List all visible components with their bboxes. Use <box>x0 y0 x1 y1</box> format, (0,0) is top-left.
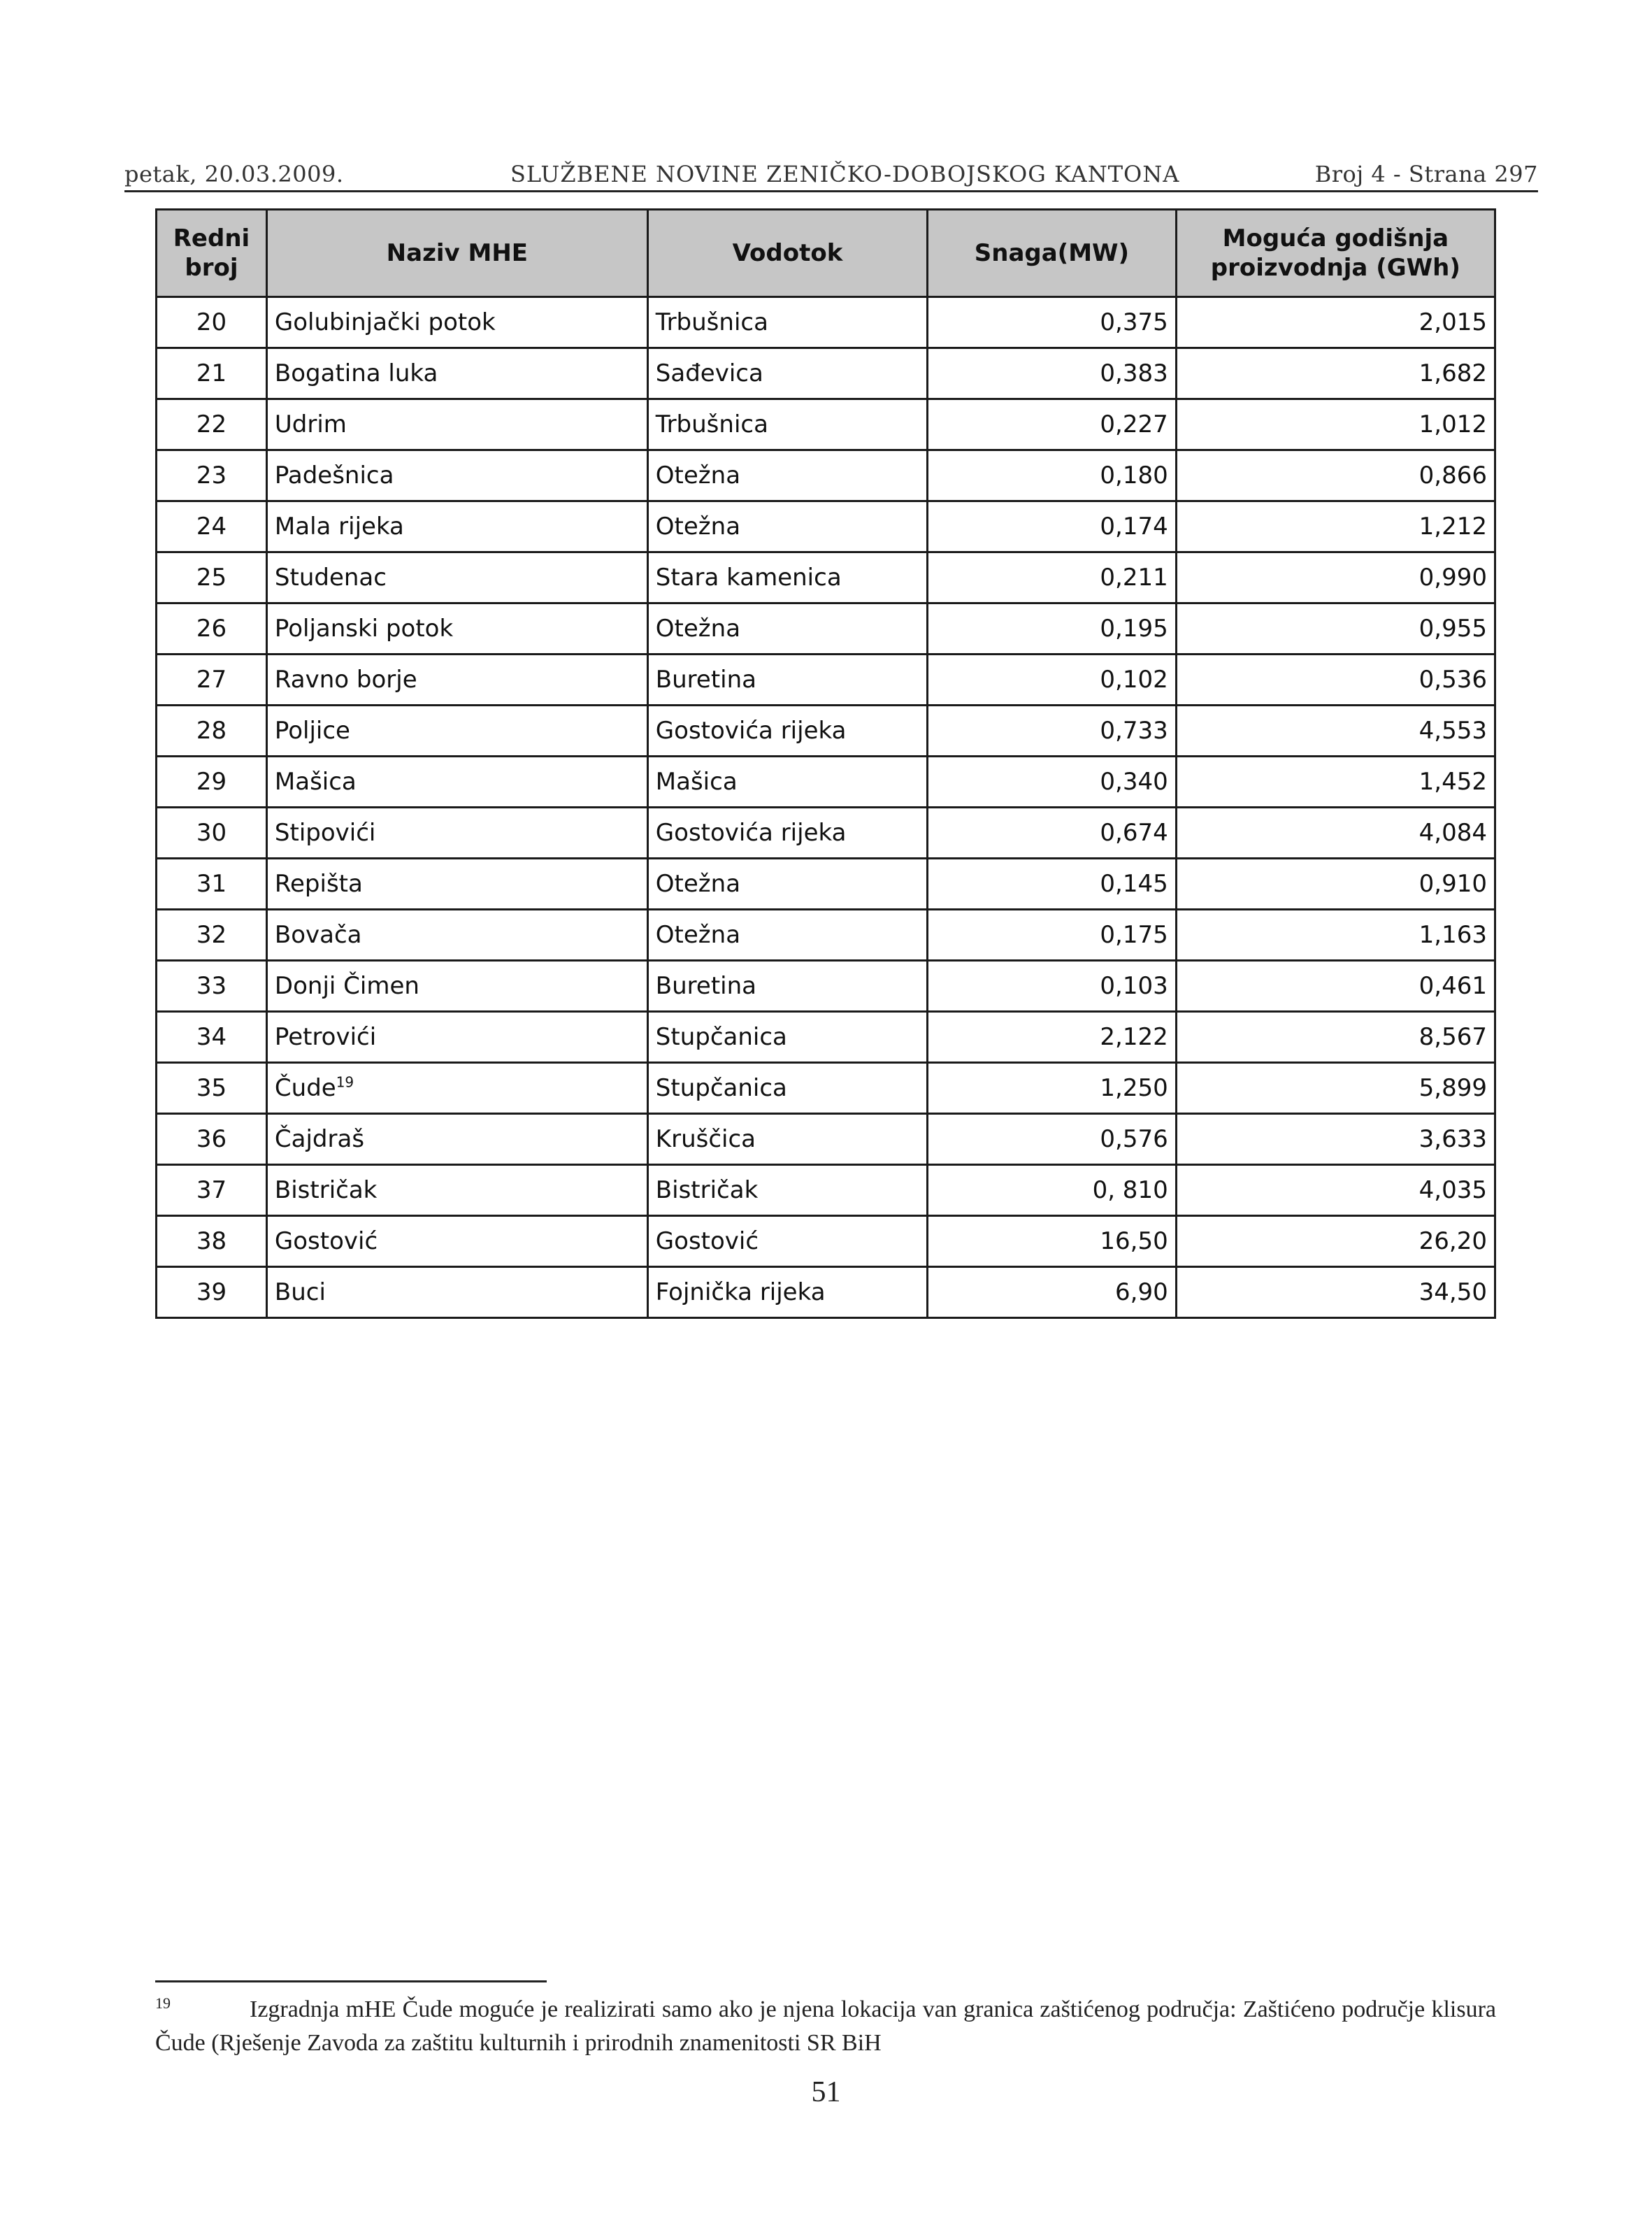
cell-no-text: 21 <box>196 359 227 387</box>
cell-production-text: 4,084 <box>1418 819 1487 847</box>
table-row <box>157 1165 1495 1216</box>
col-header-no: Redni broj <box>157 210 267 297</box>
cell-name-text: Studenac <box>274 564 387 592</box>
cell-power <box>928 706 1177 757</box>
cell-production-text: 0,866 <box>1418 462 1487 489</box>
cell-name-text: Donji Čimen <box>274 972 419 1000</box>
cell-production <box>1176 552 1495 603</box>
cell-no-text: 27 <box>196 666 227 694</box>
cell-name-text: Bogatina luka <box>274 359 438 387</box>
cell-power-text: 16,50 <box>1100 1227 1168 1255</box>
cell-name <box>266 1267 647 1318</box>
table-row <box>157 859 1495 910</box>
page-header <box>124 159 1538 192</box>
cell-production <box>1176 1114 1495 1165</box>
cell-river-text: Otežna <box>655 921 741 949</box>
footnote-divider <box>155 1980 547 1982</box>
cell-river <box>647 1216 927 1267</box>
header-date: petak, 20.03.2009. <box>124 161 344 187</box>
cell-name-text: Golubinjački potok <box>274 308 496 336</box>
cell-name-text: Poljanski potok <box>274 615 454 643</box>
cell-no <box>157 961 267 1012</box>
cell-river-text: Gostović <box>655 1227 759 1255</box>
cell-no <box>157 1114 267 1165</box>
cell-name <box>266 1012 647 1063</box>
cell-production <box>1176 1165 1495 1216</box>
cell-no-text: 36 <box>196 1125 227 1153</box>
cell-name-text: Udrim <box>274 410 347 438</box>
cell-no-text: 30 <box>196 819 227 847</box>
cell-no <box>157 808 267 859</box>
cell-power <box>928 399 1177 450</box>
cell-name <box>266 1114 647 1165</box>
table-row <box>157 706 1495 757</box>
cell-no-text: 29 <box>196 768 227 796</box>
cell-no <box>157 859 267 910</box>
cell-production <box>1176 1216 1495 1267</box>
cell-power <box>928 961 1177 1012</box>
cell-no-text: 26 <box>196 615 227 643</box>
cell-power-text: 0,375 <box>1100 308 1168 336</box>
cell-production-text: 0,910 <box>1418 870 1487 898</box>
cell-name <box>266 655 647 706</box>
cell-river-text: Trbušnica <box>655 410 768 438</box>
cell-no-text: 28 <box>196 717 227 745</box>
cell-production-text: 0,955 <box>1418 615 1487 643</box>
cell-name-text: Stipovići <box>274 819 376 847</box>
cell-river <box>647 552 927 603</box>
cell-name <box>266 961 647 1012</box>
cell-name-text: Bovača <box>274 921 362 949</box>
cell-power-text: 0,145 <box>1100 870 1168 898</box>
cell-production <box>1176 961 1495 1012</box>
cell-name <box>266 1216 647 1267</box>
cell-no <box>157 1012 267 1063</box>
cell-no <box>157 399 267 450</box>
cell-river <box>647 1267 927 1318</box>
cell-no-text: 39 <box>196 1278 227 1306</box>
cell-power <box>928 603 1177 655</box>
cell-name-text: Repišta <box>274 870 363 898</box>
cell-production <box>1176 910 1495 961</box>
cell-river-text: Buretina <box>655 666 756 694</box>
cell-production <box>1176 1063 1495 1114</box>
cell-power-text: 0,180 <box>1100 462 1168 489</box>
cell-no <box>157 1165 267 1216</box>
footnote-text: Izgradnja mHE Čude moguće je realizirati samo ako je njena lokacija van granica zaštićenog područja: Zaštićeno područje klisura Čude (Rješenje Zavoda za zaštitu kulturnih i prirodnih znamenitosti SR BiH <box>155 1996 1496 2056</box>
cell-no-text: 25 <box>196 564 227 592</box>
cell-power-text: 0,733 <box>1100 717 1168 745</box>
table-row <box>157 655 1495 706</box>
cell-power <box>928 1165 1177 1216</box>
cell-river-text: Otežna <box>655 870 741 898</box>
cell-production <box>1176 655 1495 706</box>
cell-power <box>928 808 1177 859</box>
cell-power <box>928 1114 1177 1165</box>
cell-river <box>647 706 927 757</box>
cell-power <box>928 1063 1177 1114</box>
table-body <box>157 297 1495 1318</box>
cell-power-text: 0,227 <box>1100 410 1168 438</box>
cell-production-text: 5,899 <box>1418 1074 1487 1102</box>
cell-river-text: Stupčanica <box>655 1023 787 1051</box>
cell-production-text: 1,682 <box>1418 359 1487 387</box>
cell-production <box>1176 859 1495 910</box>
cell-river <box>647 399 927 450</box>
cell-name-text: Gostović <box>274 1227 378 1255</box>
header-publication: SLUŽBENE NOVINE ZENIČKO-DOBOJSKOG KANTONA <box>510 161 1180 187</box>
cell-no <box>157 552 267 603</box>
cell-power <box>928 348 1177 399</box>
cell-power-text: 0, 810 <box>1092 1176 1168 1204</box>
cell-river-text: Buretina <box>655 972 756 1000</box>
cell-name <box>266 603 647 655</box>
cell-power-text: 0,195 <box>1100 615 1168 643</box>
cell-power-text: 0,383 <box>1100 359 1168 387</box>
cell-production-text: 8,567 <box>1418 1023 1487 1051</box>
footnote-ref: 19 <box>336 1073 354 1091</box>
cell-power-text: 0,103 <box>1100 972 1168 1000</box>
col-header-river: Vodotok <box>647 210 927 297</box>
table-row <box>157 399 1495 450</box>
cell-power <box>928 1267 1177 1318</box>
cell-river-text: Gostovića rijeka <box>655 717 847 745</box>
cell-name <box>266 297 647 348</box>
cell-no <box>157 450 267 501</box>
cell-river-text: Bistričak <box>655 1176 759 1204</box>
table-row <box>157 603 1495 655</box>
cell-power-text: 0,674 <box>1100 819 1168 847</box>
page-number: 51 <box>811 2076 841 2108</box>
cell-no <box>157 603 267 655</box>
cell-river-text: Otežna <box>655 462 741 489</box>
cell-production-text: 4,553 <box>1418 717 1487 745</box>
cell-name-text: Mala rijeka <box>274 513 404 541</box>
cell-power-text: 0,576 <box>1100 1125 1168 1153</box>
cell-river <box>647 501 927 552</box>
cell-river <box>647 1114 927 1165</box>
cell-power <box>928 859 1177 910</box>
cell-no-text: 20 <box>196 308 227 336</box>
cell-name-text: Padešnica <box>274 462 394 489</box>
cell-river-text: Stupčanica <box>655 1074 787 1102</box>
cell-river-text: Otežna <box>655 615 741 643</box>
cell-production-text: 0,536 <box>1418 666 1487 694</box>
cell-production <box>1176 706 1495 757</box>
table-row <box>157 552 1495 603</box>
cell-production <box>1176 450 1495 501</box>
cell-river-text: Trbušnica <box>655 308 768 336</box>
cell-no-text: 34 <box>196 1023 227 1051</box>
cell-no <box>157 1216 267 1267</box>
cell-river-text: Kruščica <box>655 1125 756 1153</box>
cell-power <box>928 297 1177 348</box>
cell-production <box>1176 1012 1495 1063</box>
mhe-table <box>155 208 1496 1319</box>
cell-no-text: 22 <box>196 410 227 438</box>
cell-power <box>928 450 1177 501</box>
cell-river-text: Fojnička rijeka <box>655 1278 826 1306</box>
cell-power-text: 6,90 <box>1115 1278 1168 1306</box>
cell-name <box>266 501 647 552</box>
header-issue-page: Broj 4 - Strana 297 <box>1314 161 1538 187</box>
cell-no-text: 32 <box>196 921 227 949</box>
cell-name-text: Buci <box>274 1278 326 1306</box>
cell-production <box>1176 757 1495 808</box>
cell-name <box>266 1165 647 1216</box>
cell-river <box>647 757 927 808</box>
cell-name-text: Čude <box>274 1074 336 1102</box>
cell-no <box>157 501 267 552</box>
cell-production <box>1176 297 1495 348</box>
cell-name-text: Mašica <box>274 768 357 796</box>
cell-name-text: Petrovići <box>274 1023 377 1051</box>
cell-production-text: 0,990 <box>1418 564 1487 592</box>
cell-name <box>266 552 647 603</box>
cell-no <box>157 757 267 808</box>
cell-power <box>928 910 1177 961</box>
cell-power-text: 0,174 <box>1100 513 1168 541</box>
cell-name <box>266 348 647 399</box>
table-row <box>157 757 1495 808</box>
cell-power-text: 0,175 <box>1100 921 1168 949</box>
cell-production-text: 26,20 <box>1418 1227 1487 1255</box>
cell-name <box>266 1063 647 1114</box>
cell-production <box>1176 501 1495 552</box>
col-header-name: Naziv MHE <box>266 210 647 297</box>
cell-name <box>266 757 647 808</box>
table-row <box>157 1012 1495 1063</box>
cell-production-text: 1,012 <box>1418 410 1487 438</box>
cell-power <box>928 501 1177 552</box>
cell-name <box>266 450 647 501</box>
cell-name-text: Čajdraš <box>274 1125 365 1153</box>
table-row <box>157 450 1495 501</box>
cell-name-text: Poljice <box>274 717 350 745</box>
cell-production-text: 34,50 <box>1418 1278 1487 1306</box>
cell-production-text: 1,452 <box>1418 768 1487 796</box>
cell-power-text: 0,102 <box>1100 666 1168 694</box>
cell-production <box>1176 808 1495 859</box>
cell-power-text: 0,340 <box>1100 768 1168 796</box>
cell-no-text: 33 <box>196 972 227 1000</box>
cell-river <box>647 1012 927 1063</box>
cell-river-text: Stara kamenica <box>655 564 842 592</box>
col-header-production: Moguća godišnja proizvodnja (GWh) <box>1176 210 1495 297</box>
table-row <box>157 1063 1495 1114</box>
cell-no-text: 37 <box>196 1176 227 1204</box>
cell-power <box>928 757 1177 808</box>
table-row <box>157 808 1495 859</box>
cell-power-text: 1,250 <box>1100 1074 1168 1102</box>
cell-river <box>647 655 927 706</box>
cell-no <box>157 706 267 757</box>
cell-name-text: Bistričak <box>274 1176 378 1204</box>
cell-production-text: 1,163 <box>1418 921 1487 949</box>
cell-name <box>266 910 647 961</box>
cell-production <box>1176 399 1495 450</box>
cell-river <box>647 808 927 859</box>
cell-river-text: Sađevica <box>655 359 763 387</box>
footnote: 19 Izgradnja mHE Čude moguće je realizirati samo ako je njena lokacija van granica zaštićenog područja: Zaštićeno područje klisura Čude (Rješenje Zavoda za zaštitu kulturnih i prirodnih znamenitosti SR BiH <box>155 1994 1496 2056</box>
cell-production <box>1176 348 1495 399</box>
cell-power <box>928 1216 1177 1267</box>
cell-no <box>157 910 267 961</box>
cell-power <box>928 552 1177 603</box>
cell-production-text: 4,035 <box>1418 1176 1487 1204</box>
cell-power <box>928 655 1177 706</box>
col-header-power: Snaga(MW) <box>928 210 1177 297</box>
cell-river <box>647 450 927 501</box>
cell-river-text: Otežna <box>655 513 741 541</box>
cell-name <box>266 399 647 450</box>
cell-production-text: 0,461 <box>1418 972 1487 1000</box>
cell-no <box>157 348 267 399</box>
cell-name-text: Ravno borje <box>274 666 417 694</box>
cell-power <box>928 1012 1177 1063</box>
cell-river <box>647 348 927 399</box>
cell-name <box>266 706 647 757</box>
cell-power-text: 0,211 <box>1100 564 1168 592</box>
cell-no-text: 38 <box>196 1227 227 1255</box>
cell-no-text: 23 <box>196 462 227 489</box>
cell-production-text: 3,633 <box>1418 1125 1487 1153</box>
cell-no-text: 31 <box>196 870 227 898</box>
table-row <box>157 961 1495 1012</box>
cell-name <box>266 808 647 859</box>
cell-name <box>266 859 647 910</box>
cell-no <box>157 297 267 348</box>
table-row <box>157 501 1495 552</box>
cell-production <box>1176 1267 1495 1318</box>
cell-river <box>647 603 927 655</box>
cell-river <box>647 297 927 348</box>
cell-river <box>647 859 927 910</box>
cell-river <box>647 910 927 961</box>
table-row <box>157 1114 1495 1165</box>
cell-river <box>647 961 927 1012</box>
cell-river-text: Gostovića rijeka <box>655 819 847 847</box>
table-row <box>157 297 1495 348</box>
cell-no <box>157 1063 267 1114</box>
table-row <box>157 1216 1495 1267</box>
table-header-row <box>157 210 1495 297</box>
cell-river <box>647 1063 927 1114</box>
cell-no-text: 24 <box>196 513 227 541</box>
cell-river-text: Mašica <box>655 768 738 796</box>
cell-no-text: 35 <box>196 1074 227 1102</box>
table-row <box>157 348 1495 399</box>
cell-production-text: 1,212 <box>1418 513 1487 541</box>
cell-river <box>647 1165 927 1216</box>
cell-production <box>1176 603 1495 655</box>
cell-no <box>157 1267 267 1318</box>
cell-no <box>157 655 267 706</box>
cell-power-text: 2,122 <box>1100 1023 1168 1051</box>
table-row <box>157 910 1495 961</box>
table-row <box>157 1267 1495 1318</box>
cell-production-text: 2,015 <box>1418 308 1487 336</box>
